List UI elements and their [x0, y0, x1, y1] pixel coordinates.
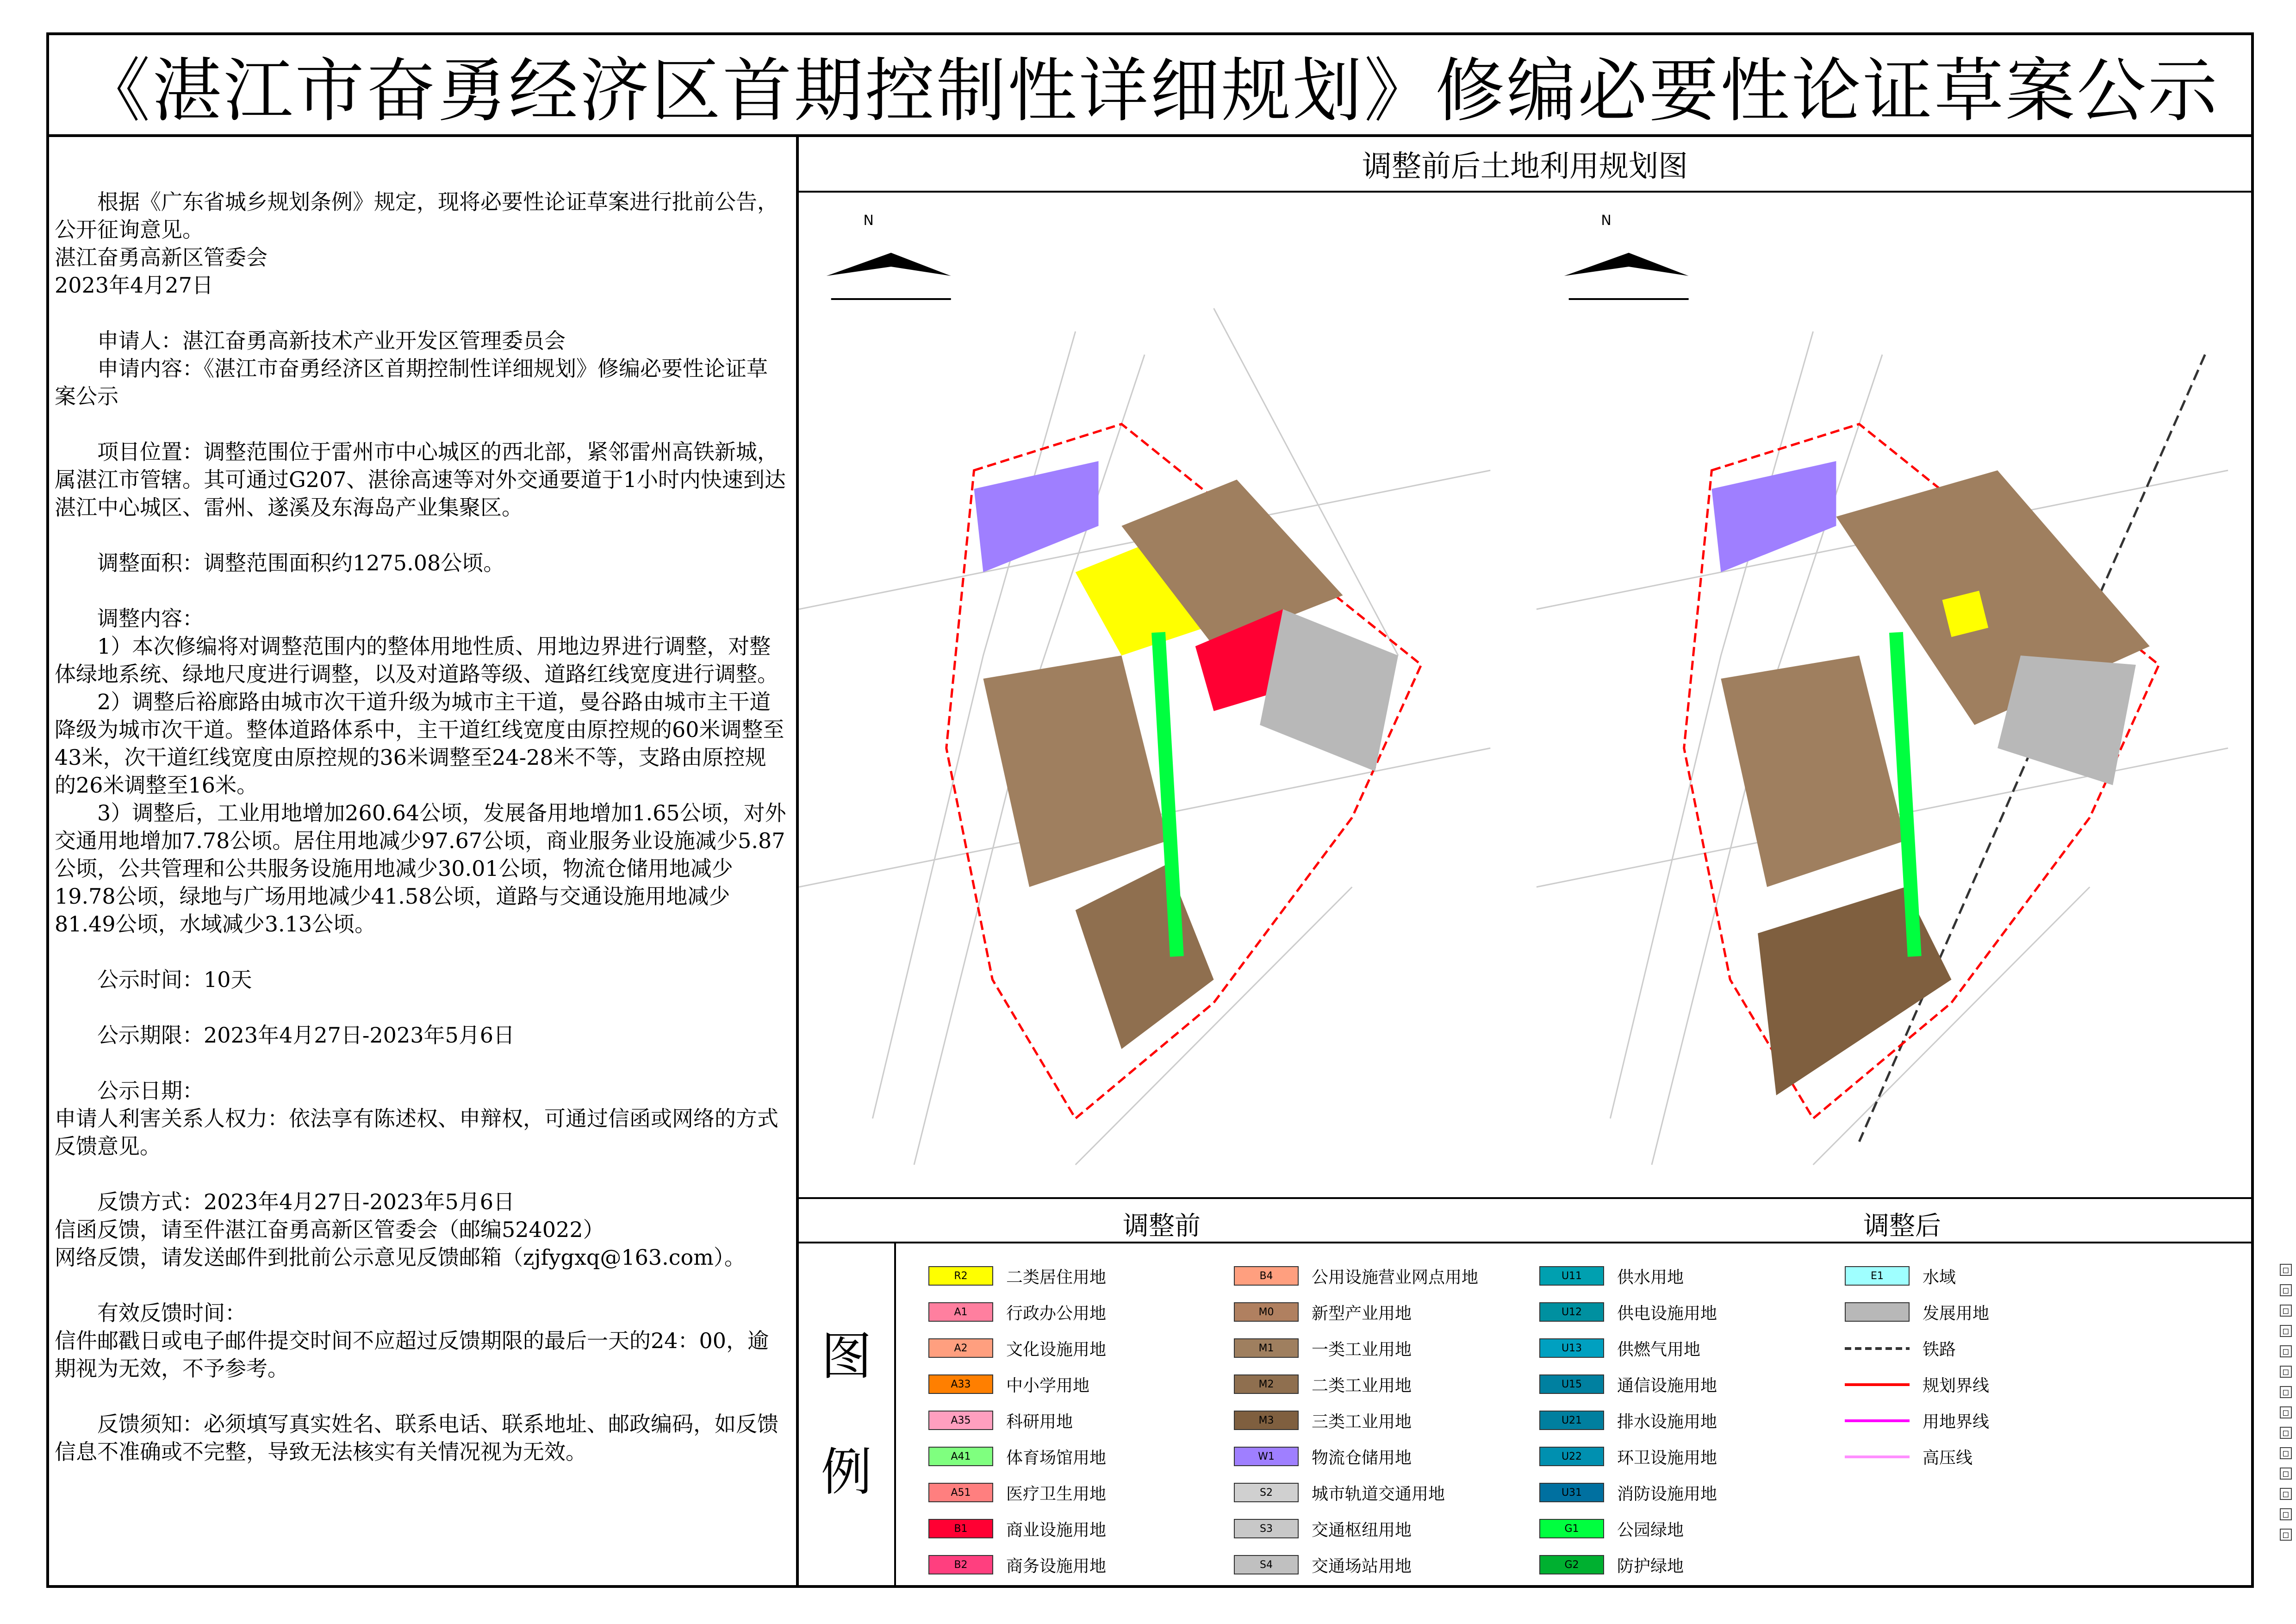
legend-line-swatch	[1845, 1338, 1910, 1358]
legend-label: 体育场馆用地	[1006, 1448, 1107, 1468]
intro-paragraph: 根据《广东省城乡规划条例》规定，现将必要性论证草案进行批前公告，公开征询意见。	[55, 189, 778, 242]
legend-item	[1234, 1298, 1525, 1326]
north-label-after: N	[1601, 212, 1612, 229]
legend-label: 中小学用地	[1006, 1376, 1090, 1395]
map-heading: 调整前后土地利用规划图	[799, 137, 2251, 193]
legend-item	[1539, 1334, 1831, 1362]
landuse-block-dev-after	[1997, 656, 2136, 785]
valid-time-text: 信件邮戳日或电子邮件提交时间不应超过反馈期限的最后一天的24：00，逾期视为无效，不予参考。	[55, 1328, 769, 1381]
legend-item	[1234, 1262, 1525, 1290]
legend-line-label: 高压线	[1923, 1448, 1973, 1468]
legend-label: 通信设施用地	[1617, 1376, 1717, 1395]
notice-text-panel	[49, 137, 799, 1585]
north-arrow-after	[1564, 212, 1689, 299]
feedback-note: 反馈须知：必须填写真实姓名、联系电话、联系地址、邮政编码，如反馈信息不准确或不完整，导致无法核实有关情况视为无效。	[55, 1412, 778, 1464]
legend-swatch	[1845, 1302, 1910, 1322]
facility-icon: ◻	[2280, 1284, 2292, 1296]
north-arrow-icon-after	[1564, 253, 1689, 276]
facility-icon-item	[2280, 1262, 2296, 1278]
facility-icon: ◻	[2280, 1406, 2292, 1418]
map-panel	[799, 137, 2290, 1585]
valid-time-heading: 有效反馈时间：	[55, 1300, 246, 1325]
legend-icons	[2280, 1262, 2296, 1586]
facility-icon-item	[2280, 1303, 2296, 1318]
landuse-block-m3-after	[1758, 887, 1951, 1095]
application-content: 申请内容：《湛江市奋勇经济区首期控制性详细规划》修编必要性论证草案公示	[55, 356, 768, 409]
legend-swatch: U12	[1539, 1302, 1604, 1322]
legend-swatch: R2	[928, 1266, 993, 1286]
legend	[799, 1243, 2290, 1585]
legend-item	[928, 1515, 1220, 1543]
legend-swatch: U13	[1539, 1338, 1604, 1358]
legend-label: 公用设施营业网点用地	[1312, 1268, 1479, 1287]
legend-swatch: A33	[928, 1374, 993, 1394]
legend-swatch: A35	[928, 1411, 993, 1430]
feedback-method: 反馈方式：2023年4月27日-2023年5月6日	[55, 1189, 515, 1214]
roads-before	[799, 308, 1490, 1165]
facility-icon-item	[2280, 1486, 2296, 1502]
legend-label: 三类工业用地	[1312, 1412, 1412, 1431]
legend-label: 交通场站用地	[1312, 1556, 1412, 1576]
legend-item	[1845, 1298, 2136, 1326]
adjust-area: 调整面积：调整范围面积约1275.08公顷。	[55, 550, 505, 575]
page-title: 《湛江市奋勇经济区首期控制性详细规划》修编必要性论证草案公示	[49, 35, 2251, 137]
legend-label: 防护绿地	[1617, 1556, 1684, 1576]
legend-swatch: M3	[1234, 1411, 1299, 1430]
legend-label: 新型产业用地	[1312, 1304, 1412, 1323]
legend-swatch: U15	[1539, 1374, 1604, 1394]
after-caption: 调整后	[1863, 1211, 1941, 1241]
legend-label: 交通枢纽用地	[1312, 1520, 1412, 1540]
legend-item	[928, 1443, 1220, 1470]
legend-swatch: M1	[1234, 1338, 1299, 1358]
facility-icon: ◻	[2280, 1325, 2292, 1337]
landuse-block-m2-after	[1721, 656, 1905, 887]
map-after	[1537, 212, 2228, 1165]
legend-item	[1234, 1370, 1525, 1398]
legend-label: 文化设施用地	[1006, 1340, 1107, 1359]
legend-label: 环卫设施用地	[1617, 1448, 1717, 1468]
adjust-item-3: 3）调整后，工业用地增加260.64公顷，发展备用地增加1.65公顷，对外交通用地增加7.78公顷。居住用地减少97.67公顷，商业服务业设施减少5.87公顷，公共管理和公共服务设施用地减少30.01公顷，物流仓储用地减少19.78公顷，绿地与广场用地减少41.58公顷，道路与交通设施用地减少81.49公顷，水域减少3.13公顷。	[55, 800, 786, 937]
legend-item	[1234, 1515, 1525, 1543]
landuse-block-w1-after	[1711, 461, 1836, 572]
legend-line-item	[1845, 1406, 2136, 1434]
north-label: N	[863, 212, 874, 229]
facility-icon-item	[2280, 1282, 2296, 1298]
legend-title-char-2: 例	[821, 1443, 872, 1502]
legend-label: 商业设施用地	[1006, 1520, 1107, 1540]
legend-swatch: B2	[928, 1555, 993, 1574]
legend-label: 物流仓储用地	[1312, 1448, 1412, 1468]
legend-swatch: U11	[1539, 1266, 1604, 1286]
legend-item	[1539, 1443, 1831, 1470]
legend-item	[928, 1406, 1220, 1434]
facility-icon-item	[2280, 1323, 2296, 1339]
legend-label: 供燃气用地	[1617, 1340, 1701, 1359]
facility-icon-item	[2280, 1466, 2296, 1481]
facility-icon: ◻	[2280, 1447, 2292, 1459]
adjust-heading: 调整内容：	[55, 606, 204, 631]
legend-item	[1539, 1298, 1831, 1326]
facility-icon-item	[2280, 1425, 2296, 1441]
rights-text: 申请人利害关系人权力：依法享有陈述权、申辩权，可通过信函或网络的方式反馈意见。	[55, 1106, 778, 1159]
legend-label: 一类工业用地	[1312, 1340, 1412, 1359]
feedback-email: 网络反馈，请发送邮件到批前公示意见反馈邮箱（zjfygxq@163.com）。	[55, 1245, 746, 1270]
legend-swatch: G1	[1539, 1519, 1604, 1538]
legend-line-label: 规划界线	[1923, 1376, 1990, 1395]
legend-swatch: U21	[1539, 1411, 1604, 1430]
facility-icon-item	[2280, 1445, 2296, 1461]
legend-label: 排水设施用地	[1617, 1412, 1717, 1431]
legend-swatch: A1	[928, 1302, 993, 1322]
legend-item	[928, 1479, 1220, 1506]
facility-icon-item	[2280, 1405, 2296, 1420]
legend-item	[1539, 1551, 1831, 1579]
map-captions	[799, 1197, 2251, 1243]
facility-icon: ◻	[2280, 1529, 2292, 1541]
legend-swatch: S4	[1234, 1555, 1299, 1574]
north-arrow	[827, 212, 951, 299]
facility-icon-item	[2280, 1343, 2296, 1359]
landuse-block-m2	[983, 656, 1167, 887]
legend-label: 商务设施用地	[1006, 1556, 1107, 1576]
legend-label: 二类工业用地	[1312, 1376, 1412, 1395]
legend-label: 水域	[1923, 1268, 1956, 1287]
legend-label: 供水用地	[1617, 1268, 1684, 1287]
legend-line-item	[1845, 1443, 2136, 1470]
legend-swatch: A41	[928, 1447, 993, 1466]
legend-swatch: E1	[1845, 1266, 1910, 1286]
facility-icon: ◻	[2280, 1345, 2292, 1357]
legend-item	[928, 1298, 1220, 1326]
legend-item	[928, 1370, 1220, 1398]
legend-line-item	[1845, 1334, 2136, 1362]
legend-swatch: A51	[928, 1483, 993, 1502]
facility-icon: ◻	[2280, 1366, 2292, 1378]
facility-icon: ◻	[2280, 1305, 2292, 1317]
legend-swatch: S2	[1234, 1483, 1299, 1502]
legend-item	[1539, 1406, 1831, 1434]
facility-icon-item	[2280, 1364, 2296, 1380]
project-location: 项目位置：调整范围位于雷州市中心城区的西北部，紧邻雷州高铁新城，属湛江市管辖。其可通过G207、湛徐高速等对外交通要道于1小时内快速到达湛江中心城区、雷州、遂溪及东海岛产业集聚区。	[55, 439, 786, 520]
legend-item	[928, 1334, 1220, 1362]
legend-swatch: B1	[928, 1519, 993, 1538]
legend-label: 科研用地	[1006, 1412, 1073, 1431]
legend-item	[1234, 1551, 1525, 1579]
legend-title	[799, 1243, 896, 1585]
facility-icon: ◻	[2280, 1427, 2292, 1439]
land-use-maps	[799, 193, 2251, 1197]
legend-swatch: M0	[1234, 1302, 1299, 1322]
facility-icon: ◻	[2280, 1386, 2292, 1398]
legend-item	[928, 1262, 1220, 1290]
landuse-block-m3	[1076, 864, 1214, 1049]
legend-item	[1539, 1262, 1831, 1290]
legend-item	[1539, 1515, 1831, 1543]
legend-item	[928, 1551, 1220, 1579]
notice-frame	[46, 32, 2290, 1588]
facility-icon: ◻	[2280, 1488, 2292, 1500]
legend-swatch: A2	[928, 1338, 993, 1358]
legend-label: 二类居住用地	[1006, 1268, 1107, 1287]
issue-date: 2023年4月27日	[55, 273, 213, 298]
notice-period: 公示时间：10天	[55, 967, 252, 992]
legend-item	[1234, 1479, 1525, 1506]
legend-title-char-1: 图	[821, 1327, 872, 1386]
adjust-item-1: 1）本次修编将对调整范围内的整体用地性质、用地边界进行调整，对整体绿地系统、绿地尺度进行调整，以及对道路等级、道路红线宽度进行调整。	[55, 634, 778, 687]
facility-icon: ◻	[2280, 1264, 2292, 1276]
legend-swatch: B4	[1234, 1266, 1299, 1286]
legend-item	[1234, 1406, 1525, 1434]
landuse-block-dev	[1260, 609, 1398, 771]
facility-icon: ◻	[2280, 1468, 2292, 1480]
legend-label: 消防设施用地	[1617, 1484, 1717, 1504]
legend-line-swatch	[1845, 1447, 1910, 1466]
facility-icon-item	[2280, 1527, 2296, 1543]
legend-label: 公园绿地	[1617, 1520, 1684, 1540]
legend-swatch: M2	[1234, 1374, 1299, 1394]
legend-label: 医疗卫生用地	[1006, 1484, 1107, 1504]
legend-item	[1539, 1479, 1831, 1506]
notice-day: 公示日期：	[55, 1078, 204, 1103]
legend-line-swatch	[1845, 1374, 1910, 1394]
north-arrow-icon	[827, 253, 951, 276]
before-caption: 调整前	[1123, 1211, 1201, 1241]
legend-item	[1539, 1370, 1831, 1398]
legend-label: 供电设施用地	[1617, 1304, 1717, 1323]
maps-svg	[799, 193, 2251, 1197]
applicant: 申请人：湛江奋勇高新技术产业开发区管理委员会	[55, 328, 566, 353]
issuer-org: 湛江奋勇高新区管委会	[55, 245, 268, 270]
legend-line-label: 用地界线	[1923, 1412, 1990, 1431]
legend-swatch: U31	[1539, 1483, 1604, 1502]
legend-line-item	[1845, 1370, 2136, 1398]
adjust-item-2: 2）调整后裕廊路由城市次干道升级为城市主干道，曼谷路由城市主干道降级为城市次干道。整体道路体系中，主干道红线宽度由原控规的60米调整至43米，次干道红线宽度由原控规的36米调整至24-28米不等，支路由原控规的26米调整至16米。	[55, 689, 784, 798]
legend-line-swatch	[1845, 1411, 1910, 1430]
legend-label: 城市轨道交通用地	[1312, 1484, 1445, 1504]
legend-grid	[928, 1262, 2271, 1586]
legend-line-label: 铁路	[1923, 1340, 1956, 1359]
map-before	[799, 212, 1490, 1165]
facility-icon: ◻	[2280, 1508, 2292, 1520]
feedback-mail: 信函反馈，请至件湛江奋勇高新区管委会（邮编524022）	[55, 1217, 604, 1242]
legend-item	[1234, 1334, 1525, 1362]
facility-icon-item	[2280, 1384, 2296, 1400]
landuse-block-w1	[974, 461, 1099, 572]
facility-icon-item	[2280, 1506, 2296, 1522]
notice-deadline: 公示期限：2023年4月27日-2023年5月6日	[55, 1023, 515, 1048]
legend-swatch: G2	[1539, 1555, 1604, 1574]
legend-item	[1234, 1443, 1525, 1470]
legend-swatch: S3	[1234, 1519, 1299, 1538]
legend-swatch: W1	[1234, 1447, 1299, 1466]
legend-item	[1845, 1262, 2136, 1290]
legend-label: 行政办公用地	[1006, 1304, 1107, 1323]
legend-swatch: U22	[1539, 1447, 1604, 1466]
legend-label: 发展用地	[1923, 1304, 1990, 1323]
